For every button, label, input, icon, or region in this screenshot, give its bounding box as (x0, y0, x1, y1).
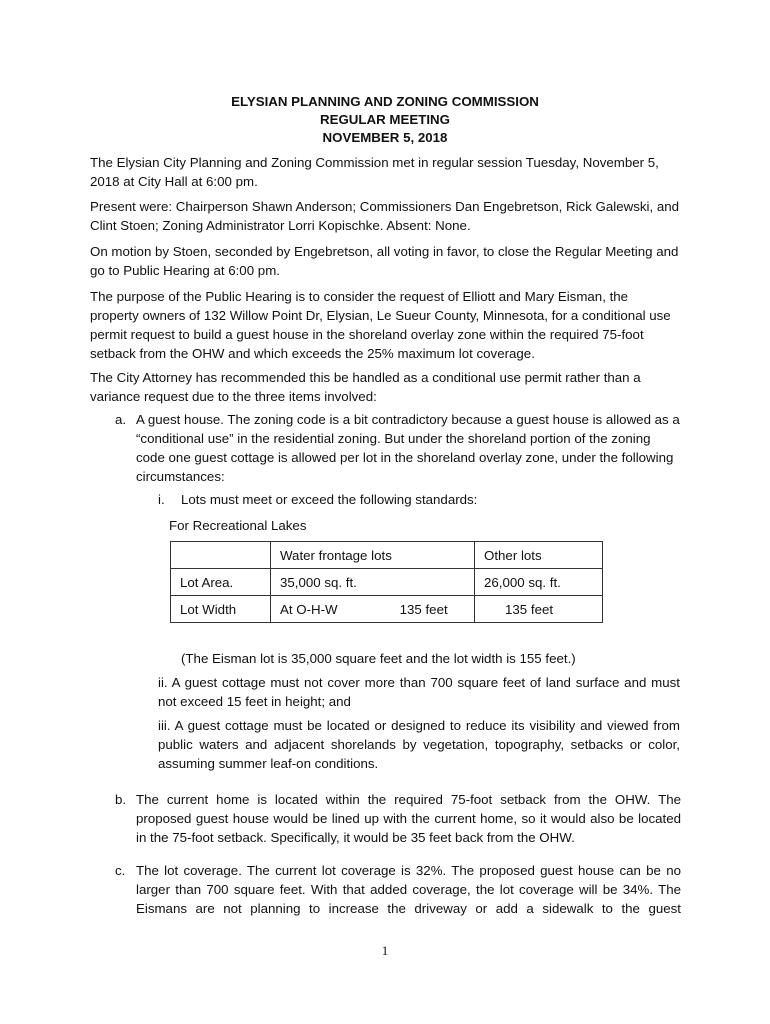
paragraph-motion: On motion by Stoen, seconded by Engebretson, all voting in favor, to close the Regular Meeting and go to Public Hearing at 6:00 pm. (90, 244, 679, 278)
paragraph-session: The Elysian City Planning and Zoning Commission met in regular session Tuesday, November 5, 2018 at City Hall at 6:00 pm. (90, 155, 659, 189)
item-a-text: A guest house. The zoning code is a bit contradictory because a guest house is allowed as a “conditional use” in the residential zoning. But under the shoreland portion of the zoning code one guest cottage is allowed per lot in the shoreland overlay zone, under the following circumstances: (136, 412, 680, 484)
lot-standards-table (170, 541, 603, 623)
item-c-text: The lot coverage. The current lot coverage is 32%. The proposed guest house can be no larger than 700 square feet. With that added coverage, the lot coverage will be 34%. The Eismans are not planning to increase the driveway or add a sidewalk to the guest (136, 863, 681, 916)
list-marker-b: b. (115, 792, 127, 807)
list-marker-c: c. (115, 863, 126, 878)
sub-item-iii: iii. A guest cottage must be located or designed to reduce its visibility and viewed from public waters and adjacent shorelands by vegetation, topography, setbacks or color, assuming summer leaf-on conditions. (158, 718, 680, 771)
table-header-water: Water frontage lots (271, 542, 475, 569)
table-cell: 35,000 sq. ft. (271, 569, 475, 596)
header-date: NOVEMBER 5, 2018 (322, 130, 448, 145)
table-header-other: Other lots (475, 542, 603, 569)
header-title: ELYSIAN PLANNING AND ZONING COMMISSION (231, 94, 539, 109)
table-row (171, 596, 603, 623)
eisman-lot-note: (The Eisman lot is 35,000 square feet and the lot width is 155 feet.) (181, 651, 576, 666)
paragraph-attorney: The City Attorney has recommended this be handled as a conditional use permit rather than a variance request due to the three items involved: (90, 370, 641, 404)
paragraph-purpose: The purpose of the Public Hearing is to consider the request of Elliott and Mary Eisman, the property owners of 132 Willow Point Dr, Elysian, Le Sueur County, Minnesota, for a conditional use permit request to build a guest house in the shoreland overlay zone within the required 75-foot setback from the OHW and which exceeds the 25% maximum lot coverage. (90, 289, 671, 361)
sub-marker-i: i. (158, 492, 165, 507)
table-cell: Lot Area. (171, 569, 271, 596)
width-value: 135 feet (399, 601, 448, 617)
table-cell: 26,000 sq. ft. (475, 569, 603, 596)
table-cell-water-width (271, 596, 475, 623)
table-caption: For Recreational Lakes (169, 518, 307, 533)
ohw-label: At O-H-W (280, 601, 338, 617)
paragraph-present: Present were: Chairperson Shawn Anderson; Commissioners Dan Engebretson, Rick Galewski, and Clint Stoen; Zoning Administrator Lorri Kopischke. Absent: None. (90, 199, 680, 233)
list-marker-a: a. (115, 412, 127, 427)
sub-item-i: Lots must meet or exceed the following standards: (181, 492, 478, 507)
table-row (171, 542, 603, 569)
table-cell: Lot Width (171, 596, 271, 623)
item-b-text: The current home is located within the required 75-foot setback from the OHW. The proposed guest house would be lined up with the current home, so it would also be located in the 75-foot setback. Specifically, it would be 35 feet back from the OHW. (136, 792, 681, 845)
table-row (171, 569, 603, 596)
table-cell (171, 542, 271, 569)
sub-item-ii: ii. A guest cottage must not cover more than 700 square feet of land surface and must not exceed 15 feet in height; and (158, 675, 680, 709)
table-cell: 135 feet (475, 596, 603, 623)
header-subtitle: REGULAR MEETING (319, 112, 450, 127)
page-number: 1 (381, 943, 389, 958)
